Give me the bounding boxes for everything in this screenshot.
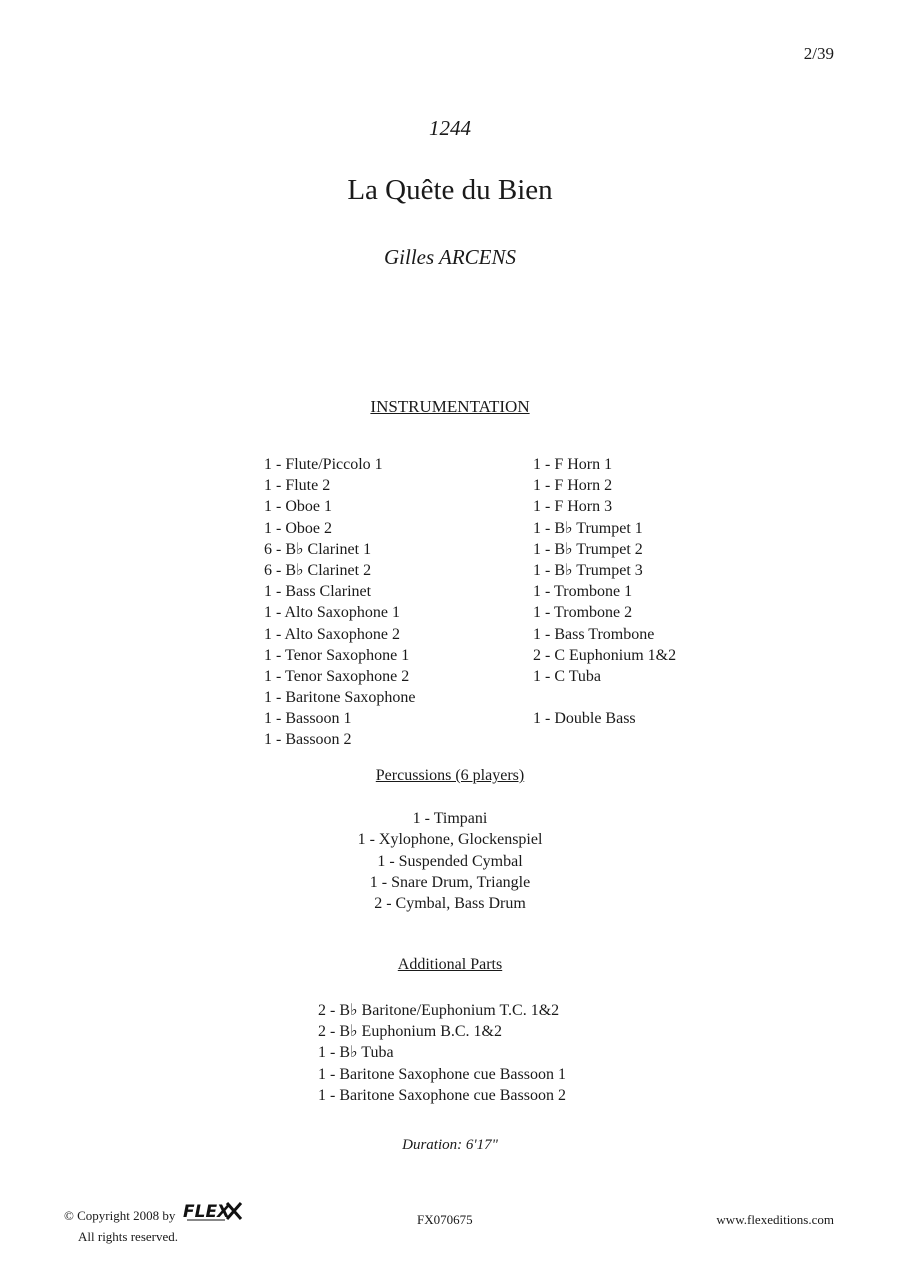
percussion-item: 1 - Timpani — [412, 810, 488, 827]
instrument-item: 1 - F Horn 3 — [533, 498, 613, 516]
duration: Duration: 6'17" — [402, 1137, 498, 1153]
instrument-list-left — [264, 454, 416, 751]
website-url: www.flexeditions.com — [716, 1212, 834, 1227]
instrumentation-heading: INSTRUMENTATION — [370, 397, 530, 416]
instrument-item: 1 - Alto Saxophone 2 — [264, 625, 400, 643]
instrument-item: 1 - Bassoon 2 — [264, 731, 352, 749]
instrument-item: 1 - Baritone Saxophone — [264, 689, 416, 707]
instrument-item: 1 - Trombone 2 — [533, 604, 633, 622]
instrument-item: 1 - Flute 2 — [264, 477, 331, 495]
percussion-list — [0, 808, 900, 914]
instrument-item: 1 - B♭ Trumpet 3 — [533, 561, 643, 579]
instrument-item: 1 - Tenor Saxophone 2 — [264, 667, 410, 685]
catalog-code: FX070675 — [417, 1212, 473, 1227]
instrument-item: 1 - F Horn 1 — [533, 456, 613, 473]
copyright-text: © Copyright 2008 by — [64, 1208, 176, 1223]
rights-text: All rights reserved. — [78, 1229, 179, 1244]
percussion-item: 2 - Cymbal, Bass Drum — [374, 895, 526, 913]
additional-part-item: 1 - Baritone Saxophone cue Bassoon 1 — [318, 1065, 566, 1083]
percussion-heading: Percussions (6 players) — [375, 767, 525, 784]
instrument-item: 1 - Alto Saxophone 1 — [264, 604, 400, 622]
page-title: La Quête du Bien — [347, 174, 553, 206]
catalog-number: 1244 — [429, 116, 471, 140]
instrument-item: 1 - Bass Clarinet — [264, 583, 372, 601]
instrument-item: 6 - B♭ Clarinet 2 — [264, 561, 372, 579]
additional-part-item: 2 - B♭ Baritone/Euphonium T.C. 1&2 — [318, 1002, 560, 1019]
page-number: 2/39 — [803, 44, 834, 63]
instrument-item: 6 - B♭ Clarinet 1 — [264, 540, 372, 558]
instrument-item: 1 - F Horn 2 — [533, 477, 613, 495]
additional-parts-list — [318, 1000, 566, 1106]
instrument-item: 1 - Oboe 1 — [264, 498, 332, 516]
instrument-item: 1 - Oboe 2 — [264, 519, 332, 537]
additional-part-item: 1 - Baritone Saxophone cue Bassoon 2 — [318, 1086, 566, 1104]
flex-logo-mark — [181, 1200, 245, 1222]
instrument-item: 1 - B♭ Trumpet 1 — [533, 519, 643, 537]
flex-logo — [181, 1200, 245, 1227]
instrument-list-right — [533, 454, 676, 729]
instrument-item: 2 - C Euphonium 1&2 — [533, 646, 677, 664]
percussion-item: 1 - Suspended Cymbal — [377, 852, 523, 870]
additional-part-item: 2 - B♭ Euphonium B.C. 1&2 — [318, 1023, 502, 1041]
percussion-item: 1 - Snare Drum, Triangle — [369, 873, 531, 891]
instrument-item: 1 - Double Bass — [533, 710, 636, 728]
copyright-notice — [64, 1200, 245, 1246]
composer-name: Gilles ARCENS — [383, 245, 517, 269]
additional-part-item: 1 - B♭ Tuba — [318, 1044, 394, 1062]
logo-text: FLEX — [182, 1202, 230, 1222]
instrument-item: 1 - Flute/Piccolo 1 — [264, 456, 383, 473]
instrument-item: 1 - Tenor Saxophone 1 — [264, 646, 410, 664]
percussion-item: 1 - Xylophone, Glockenspiel — [357, 831, 543, 849]
instrument-spacer — [533, 687, 676, 708]
additional-parts-heading: Additional Parts — [397, 956, 503, 973]
instrument-item: 1 - Bassoon 1 — [264, 710, 352, 728]
instrument-item: 1 - Trombone 1 — [533, 583, 633, 601]
instrument-item: 1 - Bass Trombone — [533, 625, 655, 643]
instrument-item: 1 - B♭ Trumpet 2 — [533, 540, 643, 558]
instrument-item: 1 - C Tuba — [533, 667, 602, 685]
